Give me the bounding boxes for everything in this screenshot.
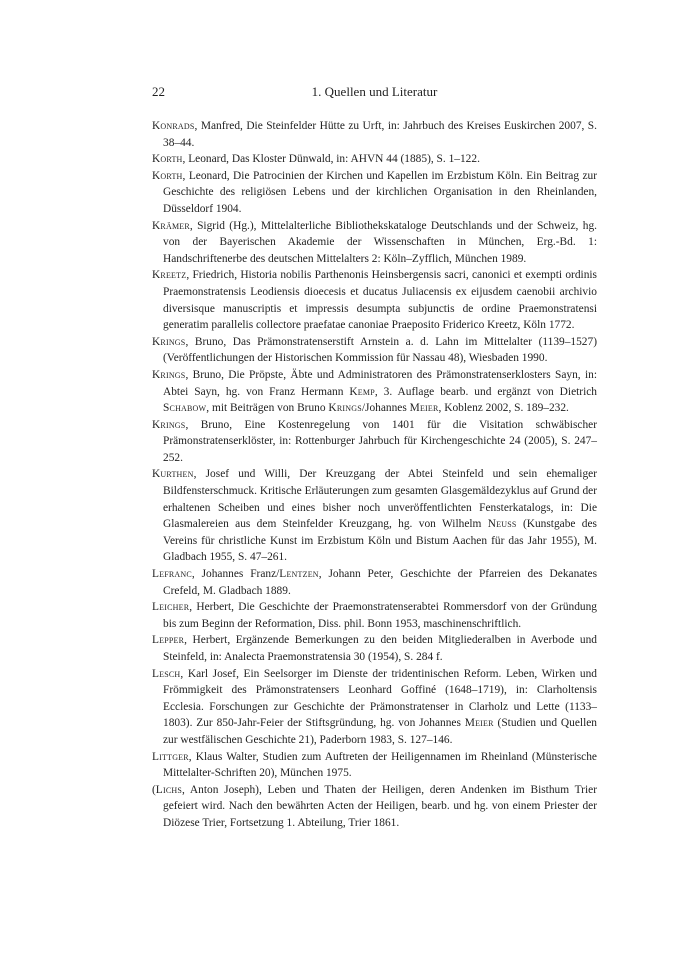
entry-text: , Johannes Franz/ — [191, 568, 280, 581]
bibliography-entry — [152, 218, 597, 268]
author-name: Leicher — [152, 601, 190, 614]
entry-text: , Karl Josef, Ein Seelsorger im Dienste der tridentinischen Reform. Leben, Wirken und Frömmigkeit des Prämonstratensers Leonhard Goffiné (1648–1719), in: Clarholtensis Ecclesia. Forschungen zur Geschichte der Prämonstratenser in Clarholz und Lette (1133–1803). Zur 850-Jahr-Feier der Stiftsgründung, hg. von Johannes — [163, 667, 597, 730]
bibliography-entry — [152, 334, 597, 367]
bibliography-entry — [152, 118, 597, 151]
author-name: Korth — [152, 169, 183, 182]
entry-text: , Bruno, Eine Kostenregelung von 1401 für die Visitation schwäbischer Prämonstratenserklöster, in: Rottenburger Jahrbuch für Kirchengeschichte 24 (2005), S. 247–252. — [163, 418, 597, 464]
author-name: Lepper — [152, 634, 185, 647]
bibliography-entry — [152, 666, 597, 749]
entry-text: , mit Beiträgen von Bruno — [206, 402, 329, 415]
entry-text: , Manfred, Die Steinfelder Hütte zu Urft, in: Jahrbuch des Kreises Euskirchen 2007, S. 38–44. — [163, 120, 597, 149]
entry-text: , Sigrid (Hg.), Mittelalterliche Bibliothekskataloge Deutschlands und der Schweiz, hg. von der Bayerischen Akademie der Wissenschaften in München, Erg.-Bd. 1: Handschriftenerbe des deutschen Mittelalters 2: Köln–Zyfflich, München 1989. — [163, 219, 597, 265]
bibliography-entry — [152, 566, 597, 599]
bibliography-list — [152, 118, 597, 832]
page-number: 22 — [152, 84, 165, 99]
author-name: Korth — [152, 153, 183, 166]
editor-name: Schabow — [163, 402, 207, 415]
entry-text: , Leonard, Die Patrocinien der Kirchen und Kapellen im Erzbistum Köln. Ein Beitrag zur Geschichte des religiösen Lebens und der kirchlichen Organisation in den Rheinlanden, Düsseldorf 1904. — [163, 169, 597, 215]
author-name: Krings — [152, 335, 186, 348]
coauthor-name: Lentzen — [279, 568, 319, 581]
entry-text: , Friedrich, Historia nobilis Parthenonis Heinsbergensis sacri, canonici et exempti ordinis Praemonstratensis Leodiensis dioecesis et ducatus Juliacensis ex eijusdem caenobii archivio diversisque manuscriptis et impressis desumpta subjunctis de ordine Praemonstratensi generatim parallelis collectore praefatae canoniae Praeposito Friderico Kreetz, Köln 1772. — [163, 269, 597, 332]
bibliography-entry — [152, 749, 597, 782]
author-name: Kreetz — [152, 269, 187, 282]
author-name: Littger — [152, 750, 189, 763]
bibliography-entry — [152, 367, 597, 417]
entry-text: (Kunstgabe des Vereins für christliche Kunst im Erzbistum Köln und Bistum Aachen für das Jahr 1955), M. Gladbach 1955, S. 47–261. — [163, 518, 597, 564]
running-head — [152, 84, 597, 104]
contributor-name: Meier — [409, 402, 439, 415]
entry-text: (Studien und Quellen zur westfälischen Geschichte 21), Paderborn 1983, S. 127–146. — [163, 717, 597, 746]
entry-text: , Bruno, Das Prämonstratenserstift Arnstein a. d. Lahn im Mittelalter (1139–1527) (Veröffentlichungen der Historischen Kommission für Nassau 48), Wiesbaden 1990. — [163, 335, 597, 365]
bibliography-entry — [152, 782, 597, 832]
entry-text: /Johannes — [361, 402, 410, 415]
contributor-name: Krings — [328, 402, 362, 415]
author-name: Lichs — [155, 783, 182, 796]
entry-text: , Bruno, Die Pröpste, Äbte und Administratoren des Prämonstratenserklosters Sayn, in: Abtei Sayn, hg. von Franz Hermann — [163, 368, 597, 398]
bibliography-entry — [152, 151, 597, 168]
bibliography-entry — [152, 267, 597, 333]
author-name: Lefranc — [152, 568, 192, 581]
entry-text: , Johann Peter, Geschichte der Pfarreien des Dekanates Crefeld, M. Gladbach 1889. — [163, 568, 597, 597]
entry-text: , Herbert, Ergänzende Bemerkungen zu den beiden Mitgliederalben in Averbode und Steinfeld, in: Analecta Praemonstratensia 30 (1954), S. 284 f. — [163, 634, 597, 663]
entry-text: , Klaus Walter, Studien zum Auftreten der Heiligennamen im Rheinland (Münsterische Mittelalter-Schriften 20), München 1975. — [163, 750, 597, 780]
entry-text: , Josef und Willi, Der Kreuzgang der Abtei Steinfeld und sein ehemaliger Bildfensterschmuck. Kritische Erläuterungen zum gesamten Glasgemäldezyklus auf Grund der erhaltenen Scheiben und eines bisher noch unveröffentlichten Fensterkatalogs, in: Die Glasmalereien aus dem Steinfelder Kreuzgang, hg. von Wilhelm — [163, 468, 597, 531]
entry-text: , Anton Joseph), Leben und Thaten der Heiligen, deren Andenken im Bisthum Trier gefeiert wird. Nach den bewährten Acten der Heiligen, bearb. und hg. von einem Priester der Diözese Trier, Fortsetzung 1. Abteilung, Trier 1861. — [163, 783, 597, 829]
author-name: Krämer — [152, 219, 190, 232]
editor-name: Meier — [464, 717, 494, 730]
book-page — [152, 84, 598, 829]
entry-text: , Leonard, Das Kloster Dünwald, in: AHVN 44 (1885), S. 1–122. — [182, 153, 480, 166]
entry-text: , 3. Auflage bearb. und ergänzt von Dietrich — [374, 385, 598, 398]
author-name: Krings — [152, 368, 186, 381]
bibliography-entry — [152, 599, 597, 632]
bibliography-entry — [152, 168, 597, 218]
author-name: Konrads — [152, 120, 195, 132]
entry-prefix: ( — [152, 783, 156, 796]
running-title: 1. Quellen und Literatur — [311, 84, 438, 99]
bibliography-entry — [152, 632, 597, 665]
author-name: Kurthen — [152, 468, 194, 481]
author-name: Lesch — [152, 667, 181, 680]
author-name: Krings — [152, 418, 186, 431]
editor-name: Neuss — [487, 518, 517, 531]
bibliography-entry — [152, 466, 597, 566]
entry-text: , Herbert, Die Geschichte der Praemonstratenserabtei Rommersdorf von der Gründung bis zum Beginn der Reformation, Diss. phil. Bonn 1953, maschinenschriftlich. — [163, 601, 597, 630]
entry-text: , Koblenz 2002, S. 189–232. — [438, 402, 569, 415]
editor-name: Kemp — [349, 385, 375, 398]
bibliography-entry — [152, 417, 597, 467]
